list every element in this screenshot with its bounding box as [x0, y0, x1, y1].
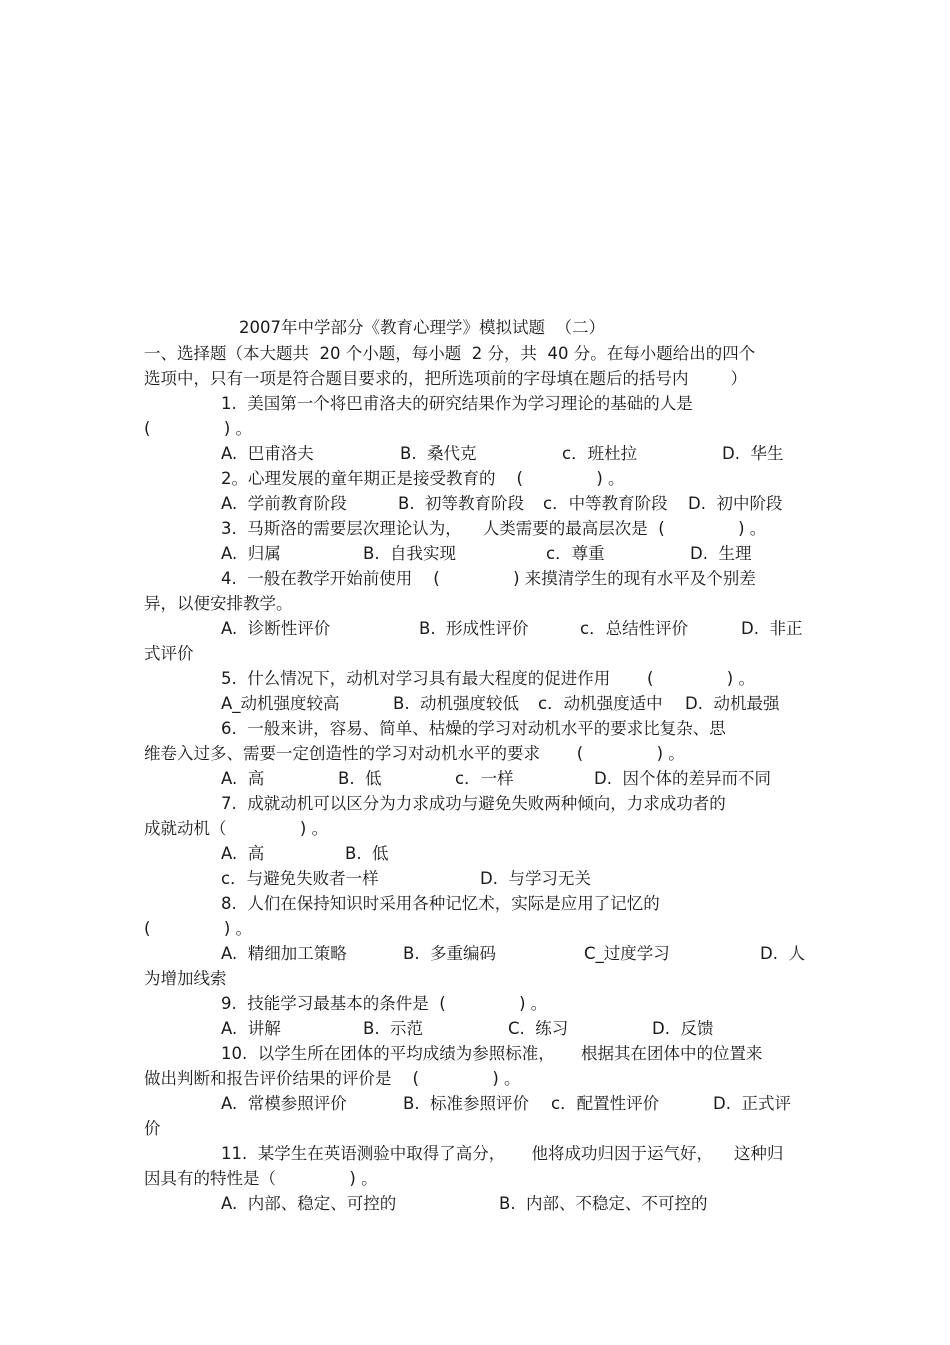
- option-b: B. 形成性评价: [419, 619, 529, 638]
- option-c: c．动机强度适中: [538, 694, 663, 713]
- option-a: A_动机强度较高: [221, 694, 340, 713]
- option-c: c．总结性评价: [580, 619, 689, 638]
- question-stem: 1. 美国第一个将巴甫洛夫的研究结果作为学习理论的基础的人是: [221, 394, 693, 413]
- option-cont: 价: [144, 1119, 161, 1138]
- question-stem: 6. 一般来讲，容易、简单、枯燥的学习对动机水平的要求比复杂、思: [221, 719, 726, 738]
- option-b: B. 示范: [363, 1019, 424, 1038]
- question-stem: 9. 技能学习最基本的条件是 ( ) 。: [221, 994, 548, 1013]
- option-c: c．中等教育阶段: [543, 494, 668, 513]
- option-b: B. 桑代克: [400, 444, 477, 463]
- option-b: B. 内部、不稳定、不可控的: [499, 1194, 708, 1213]
- section-heading-line2: 选项中，只有一项是符合题目要求的，把所选项前的字母填在题后的括号内 ）: [144, 369, 747, 388]
- option-c: c．尊重: [546, 544, 605, 563]
- question-stem-cont: 因具有的特性是（ ) 。: [144, 1169, 378, 1188]
- question-stem: 11. 某学生在英语测验中取得了高分， 他将成功归因于运气好， 这种归: [221, 1144, 784, 1163]
- question-stem-cont: 成就动机（ ) 。: [144, 819, 329, 838]
- option-a: A. 常模参照评价: [221, 1094, 347, 1113]
- option-c: C. 练习: [508, 1019, 569, 1038]
- option-b: B. 自我实现: [363, 544, 457, 563]
- option-d: D. 生理: [690, 544, 752, 563]
- option-c: C_过度学习: [584, 944, 670, 963]
- question-stem: 2。心理发展的童年期正是接受教育的 ( ) 。: [221, 469, 625, 488]
- option-c: c．配置性评价: [551, 1094, 660, 1113]
- option-b: B. 动机强度较低: [393, 694, 520, 713]
- option-a: A. 高: [221, 769, 265, 788]
- question-stem-cont: 异，以便安排教学。: [144, 594, 293, 613]
- option-d: D. 反馈: [652, 1019, 714, 1038]
- question-stem: 8. 人们在保持知识时采用各种记忆术，实际是应用了记忆的: [221, 894, 660, 913]
- option-cont: 式评价: [144, 644, 194, 663]
- question-stem-cont: 维卷入过多、需要一定创造性的学习对动机水平的要求 ( ) 。: [144, 744, 685, 763]
- question-stem-cont: 做出判断和报告评价结果的评价是 ( ) 。: [144, 1069, 521, 1088]
- option-c: c．一样: [455, 769, 514, 788]
- option-a: A. 精细加工策略: [221, 944, 347, 963]
- page-title: 2007年中学部分《教育心理学》模拟试题 （二）: [239, 318, 605, 337]
- option-b: B. 初等教育阶段: [398, 494, 525, 513]
- option-d: D. 正式评: [713, 1094, 791, 1113]
- question-stem-cont: ( ) 。: [144, 419, 253, 438]
- option-a: A. 学前教育阶段: [221, 494, 347, 513]
- question-stem: 3. 马斯洛的需要层次理论认为， 人类需要的最高层次是 ( ) 。: [221, 519, 767, 538]
- option-b: B. 多重编码: [403, 944, 497, 963]
- section-heading-line1: 一、选择题（本大题共 20 个小题，每小题 2 分，共 40 分。在每小题给出的四个: [144, 344, 756, 363]
- option-d: D. 因个体的差异而不同: [594, 769, 771, 788]
- question-stem: 10. 以学生所在团体的平均成绩为参照标准， 根据其在团体中的位置来: [221, 1044, 763, 1063]
- option-a: A. 讲解: [221, 1019, 281, 1038]
- option-d: D. 华生: [722, 444, 784, 463]
- option-a: A. 归属: [221, 544, 281, 563]
- option-c: c．与避免失败者一样: [221, 869, 379, 888]
- option-b: B. 低: [345, 844, 389, 863]
- option-d: D. 与学习无关: [480, 869, 591, 888]
- option-c: c．班杜拉: [562, 444, 638, 463]
- option-d: D. 初中阶段: [688, 494, 783, 513]
- question-stem: 4. 一般在教学开始前使用 ( ) 来摸清学生的现有水平及个别差: [221, 569, 756, 588]
- question-stem-cont: ( ) 。: [144, 919, 253, 938]
- option-d: D. 人: [760, 944, 805, 963]
- option-b: B. 标准参照评价: [403, 1094, 530, 1113]
- question-stem: 7. 成就动机可以区分为力求成功与避免失败两种倾向，力求成功者的: [221, 794, 726, 813]
- question-stem: 5. 什么情况下，动机对学习具有最大程度的促进作用 ( ) 。: [221, 669, 755, 688]
- option-a: A. 高: [221, 844, 265, 863]
- option-a: A. 巴甫洛夫: [221, 444, 314, 463]
- option-d: D. 非正: [741, 619, 803, 638]
- option-d: D. 动机最强: [685, 694, 780, 713]
- option-a: A. 诊断性评价: [221, 619, 331, 638]
- option-cont: 为增加线索: [144, 969, 227, 988]
- option-a: A. 内部、稳定、可控的: [221, 1194, 397, 1213]
- option-b: B. 低: [338, 769, 382, 788]
